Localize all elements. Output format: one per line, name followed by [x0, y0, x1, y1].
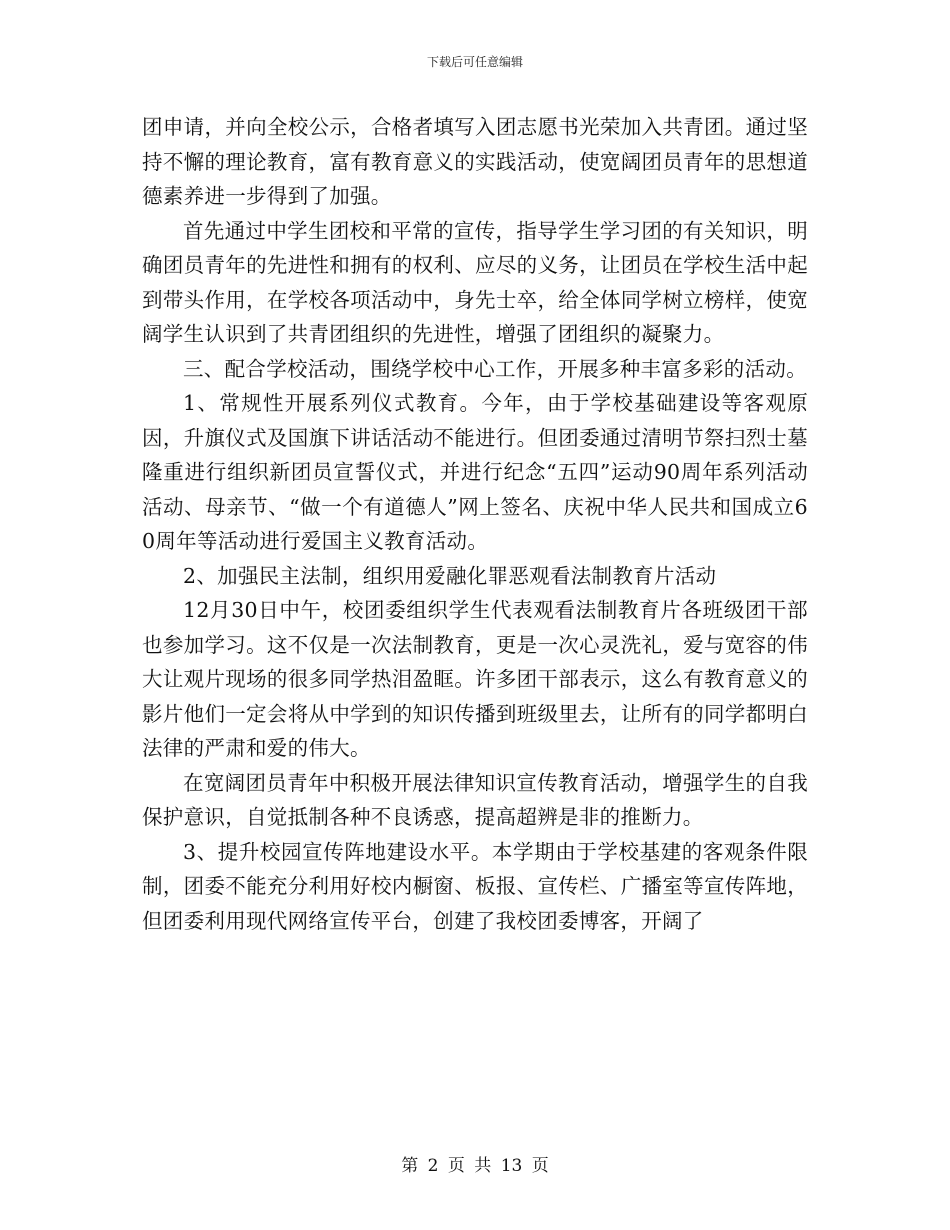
page-header-note: 下载后可任意编辑: [426, 55, 523, 69]
paragraph-continuation: 团申请，并向全校公示，合格者填写入团志愿书光荣加入共青团。通过坚持不懈的理论教育，富有教育意义的实践活动，使宽阔团员青年的思想道德素养进一步得到了加强。: [142, 115, 808, 208]
paragraph-ceremony-education: 1、常规性开展系列仪式教育。今年，由于学校基础建设等客观原因，升旗仪式及国旗下讲话活动不能进行。但团委通过清明节祭扫烈士墓隆重进行组织新团员宣誓仪式，并进行纪念“五四”运动90周年系列活动活动、母亲节、“做一个有道德人”网上签名、庆祝中华人民共和国成立60周年等活动进行爱国主义教育活动。: [142, 391, 808, 553]
paragraph-law-knowledge: 在宽阔团员青年中积极开展法律知识宣传教育活动，增强学生的自我保护意识，自觉抵制各种不良诱惑，提高超辨是非的推断力。: [142, 770, 808, 829]
section-heading-activities: 三、配合学校活动，围绕学校中心工作，开展多种丰富多彩的活动。: [183, 356, 807, 381]
page-number: 第 2 页 共 13 页: [401, 1156, 549, 1176]
paragraph-legal-film-detail: 12月30日中午，校团委组织学生代表观看法制教育片各班级团干部也参加学习。这不仅是一次法制教育，更是一次心灵洗礼，爱与宽容的伟大让观片现场的很多同学热泪盈眶。许多团干部表示，这么有教育意义的影片他们一定会将从中学到的知识传播到班级里去，让所有的同学都明白法律的严肃和爱的伟大。: [142, 598, 808, 760]
paragraph-legal-film-heading: 2、加强民主法制，组织用爱融化罪恶观看法制教育片活动: [183, 563, 717, 588]
document-body: [142, 110, 808, 938]
paragraph-league-school: 首先通过中学生团校和平常的宣传，指导学生学习团的有关知识，明确团员青年的先进性和拥有的权利、应尽的义务，让团员在学校生活中起到带头作用，在学校各项活动中，身先士卒，给全体同学树立榜样，使宽阔学生认识到了共青团组织的先进性，增强了团组织的凝聚力。: [142, 218, 808, 346]
paragraph-publicity-platform: 3、提升校园宣传阵地建设水平。本学期由于学校基建的客观条件限制，团委不能充分利用好校内橱窗、板报、宣传栏、广播室等宣传阵地，但团委利用现代网络宣传平台，创建了我校团委博客，开阔了: [142, 839, 808, 933]
